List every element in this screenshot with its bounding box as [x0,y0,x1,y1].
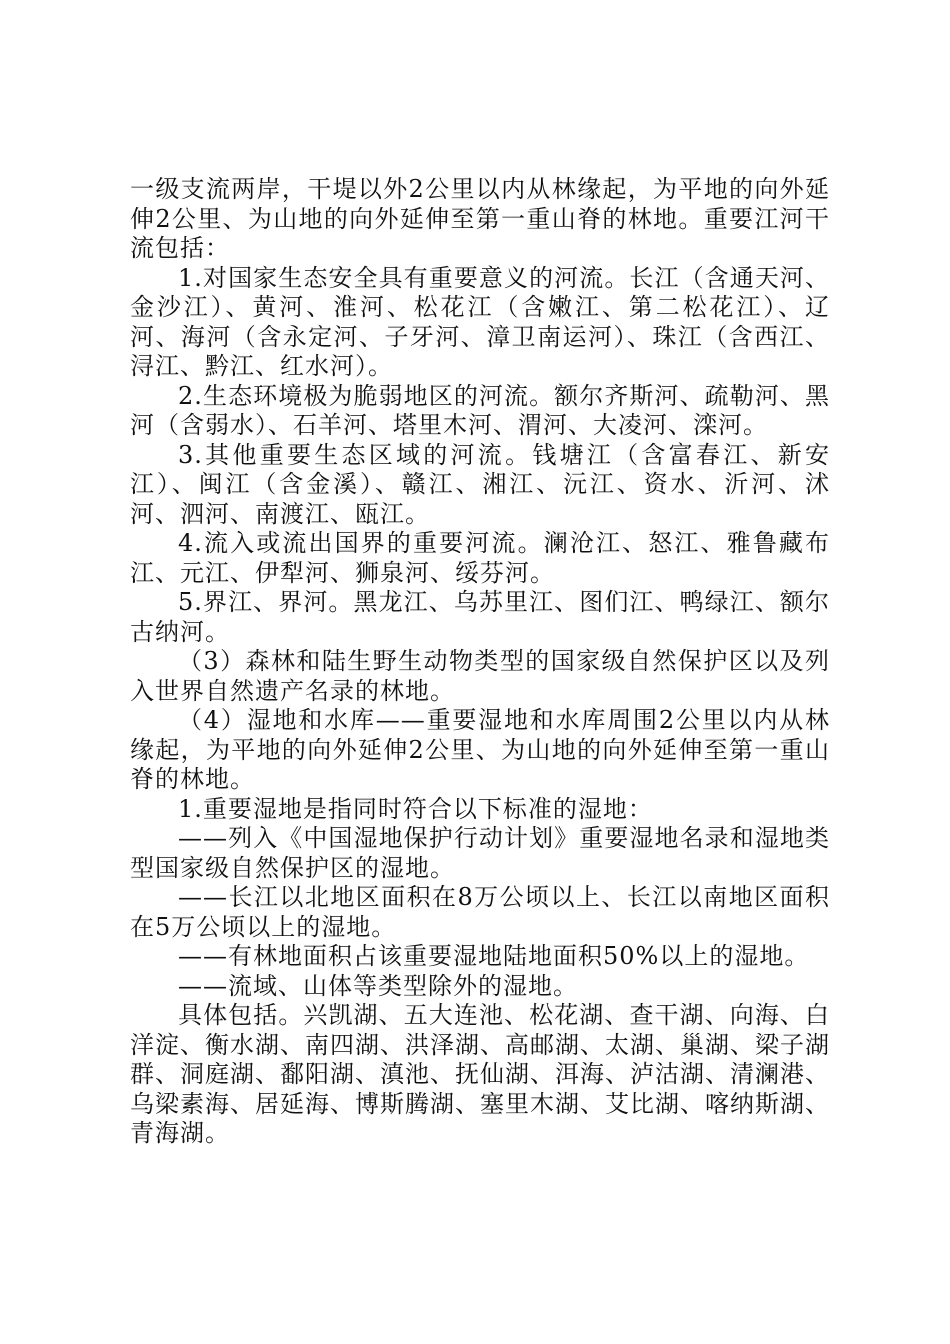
paragraph-river-3: 3.其他重要生态区域的河流。钱塘江（含富春江、新安江）、闽江（含金溪）、赣江、湘江、沅江、资水、沂河、沭河、泗河、南渡江、瓯江。 [130,440,830,528]
paragraph-river-2: 2.生态环境极为脆弱地区的河流。额尔齐斯河、疏勒河、黑河（含弱水）、石羊河、塔里木河、渭河、大凌河、滦河。 [130,381,830,439]
paragraph-wetland-list: 具体包括。兴凯湖、五大连池、松花湖、查干湖、向海、白洋淀、衡水湖、南四湖、洪泽湖、高邮湖、太湖、巢湖、梁子湖群、洞庭湖、鄱阳湖、滇池、抚仙湖、洱海、泸沽湖、清澜港、乌梁素海、居延海、博斯腾湖、塞里木湖、艾比湖、喀纳斯湖、青海湖。 [130,1001,830,1147]
paragraph-criterion-4: ——流域、山体等类型除外的湿地。 [178,971,578,1000]
document-body [130,175,830,1149]
paragraph-river-1: 1.对国家生态安全具有重要意义的河流。长江（含通天河、金沙江）、黄河、淮河、松花江（含嫩江、第二松花江）、辽河、海河（含永定河、子牙河、漳卫南运河）、珠江（含西江、浔江、黔江、红水河）。 [130,263,830,380]
paragraph-criterion-3: ——有林地面积占该重要湿地陆地面积50%以上的湿地。 [178,942,810,970]
paragraph-criterion-1: ——列入《中国湿地保护行动计划》重要湿地名录和湿地类型国家级自然保护区的湿地。 [130,824,830,882]
paragraph-wetland-definition: 1.重要湿地是指同时符合以下标准的湿地： [178,794,653,823]
paragraph-section-4: （4）湿地和水库——重要湿地和水库周围2公里以内从林缘起，为平地的向外延伸2公里、为山地的向外延伸至第一重山脊的林地。 [130,706,830,793]
paragraph-river-5: 5.界江、界河。黑龙江、乌苏里江、图们江、鸭绿江、额尔古纳河。 [130,588,830,646]
paragraph-river-4: 4.流入或流出国界的重要河流。澜沧江、怒江、雅鲁藏布江、元江、伊犁河、狮泉河、绥芬河。 [130,529,830,587]
paragraph-intro: 一级支流两岸，干堤以外2公里以内从林缘起，为平地的向外延伸2公里、为山地的向外延伸至第一重山脊的林地。重要江河干流包括： [130,175,830,262]
paragraph-section-3: （3）森林和陆生野生动物类型的国家级自然保护区以及列入世界自然遗产名录的林地。 [130,647,830,705]
paragraph-criterion-2: ——长江以北地区面积在8万公顷以上、长江以南地区面积在5万公顷以上的湿地。 [130,883,830,941]
